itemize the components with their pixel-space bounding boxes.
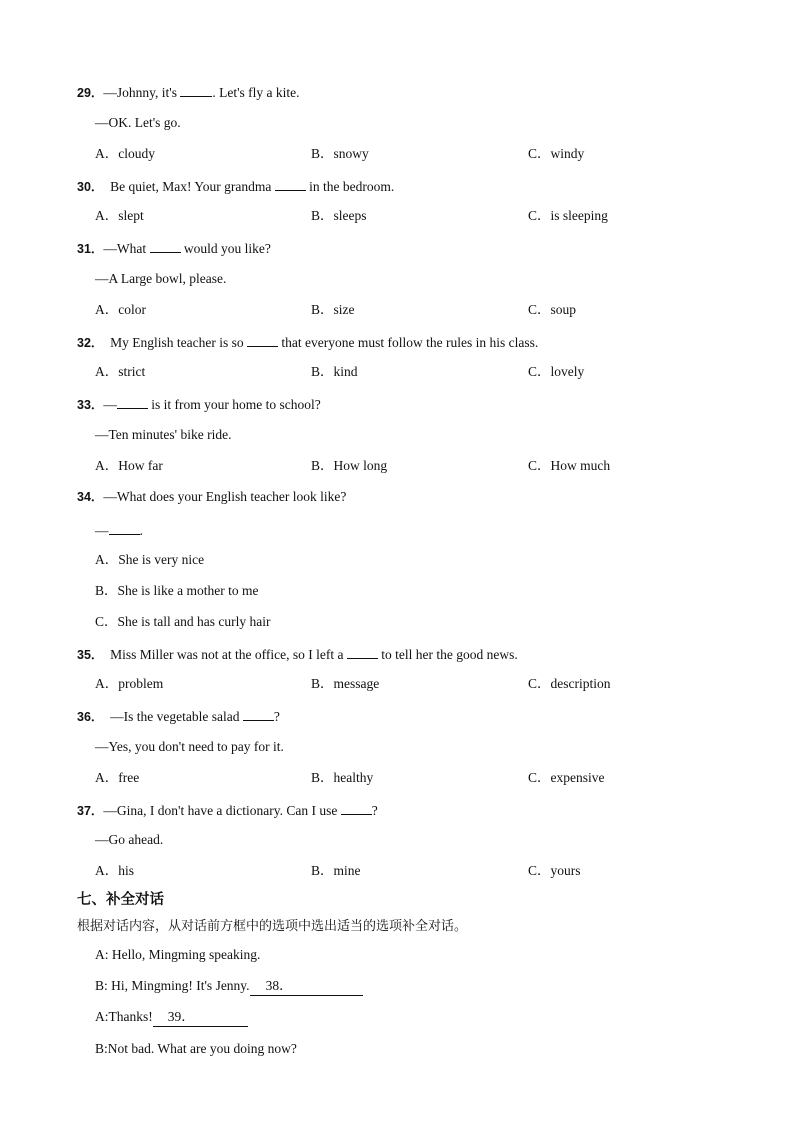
dialogue-line-2: [95, 977, 363, 996]
option-a[interactable]: A．his: [95, 863, 135, 878]
question-number: 37．: [77, 804, 104, 818]
option-b[interactable]: B．mine: [311, 863, 361, 878]
question-36-reply: —Yes, you don't need to pay for it.: [95, 739, 284, 754]
stem-text: —Is the vegetable salad: [103, 709, 243, 724]
option-b[interactable]: B．size: [311, 302, 355, 317]
stem-text: —What does your English teacher look like?: [103, 489, 347, 504]
question-31-stem: [77, 238, 271, 258]
option-a[interactable]: A．She is very nice: [95, 552, 205, 567]
option-a[interactable]: A．cloudy: [95, 146, 155, 161]
option-c[interactable]: C．yours: [528, 863, 581, 878]
stem-text: in the bedroom.: [305, 179, 395, 194]
question-29-stem: [77, 82, 300, 102]
stem-text: Miss Miller was not at the office, so I left a: [103, 647, 347, 662]
stem-text: would you like?: [180, 241, 271, 256]
option-b[interactable]: B．healthy: [311, 770, 374, 785]
option-b[interactable]: B．She is like a mother to me: [95, 583, 259, 598]
option-c[interactable]: C．lovely: [528, 364, 585, 379]
stem-text: —Gina, I don't have a dictionary. Can I use: [103, 803, 341, 818]
answer-blank[interactable]: [347, 644, 378, 659]
answer-blank[interactable]: [117, 394, 148, 409]
answer-blank[interactable]: [243, 706, 274, 721]
question-34-reply: [95, 520, 143, 540]
dialogue-blank-38[interactable]: 38．: [250, 977, 363, 996]
answer-blank[interactable]: [247, 332, 278, 347]
answer-blank[interactable]: [150, 238, 181, 253]
question-30-stem: [77, 176, 394, 196]
question-32-stem: [77, 332, 538, 352]
option-a[interactable]: A．slept: [95, 208, 144, 223]
option-c[interactable]: C．She is tall and has curly hair: [95, 614, 271, 629]
question-37-reply: —Go ahead.: [95, 832, 164, 847]
stem-text: ?: [371, 803, 378, 818]
answer-blank[interactable]: [341, 800, 372, 815]
question-33-stem: [77, 394, 321, 414]
dialogue-blank-39[interactable]: 39．: [153, 1008, 248, 1027]
question-number: 34．: [77, 490, 104, 504]
stem-text: is it from your home to school?: [147, 397, 321, 412]
option-b[interactable]: B．sleeps: [311, 208, 367, 223]
option-b[interactable]: B．kind: [311, 364, 358, 379]
stem-text: ?: [273, 709, 280, 724]
stem-text: that everyone must follow the rules in his class.: [278, 335, 539, 350]
section-heading: 七、补全对话: [77, 892, 164, 908]
option-b[interactable]: B．message: [311, 676, 380, 691]
section-instruction: 根据对话内容，从对话前方框中的选项中选出适当的选项补全对话。: [77, 919, 468, 934]
option-c[interactable]: C．windy: [528, 146, 585, 161]
stem-text: My English teacher is so: [103, 335, 248, 350]
option-a[interactable]: A．How far: [95, 458, 163, 473]
question-35-stem: [77, 644, 518, 664]
stem-text: Be quiet, Max! Your grandma: [103, 179, 275, 194]
question-number: 36．: [77, 710, 104, 724]
question-number: 29．: [77, 86, 104, 100]
question-number: 30．: [77, 180, 104, 194]
stem-text: —Johnny, it's: [103, 85, 181, 100]
option-c[interactable]: C．is sleeping: [528, 208, 608, 223]
option-c[interactable]: C．expensive: [528, 770, 605, 785]
question-37-stem: [77, 800, 378, 820]
answer-blank[interactable]: [180, 82, 212, 97]
option-b[interactable]: B．How long: [311, 458, 388, 473]
option-a[interactable]: A．color: [95, 302, 146, 317]
dialogue-text: A:Thanks!: [95, 1009, 153, 1024]
dialogue-line-4: B:Not bad. What are you doing now?: [95, 1041, 297, 1056]
stem-text: to tell her the good news.: [377, 647, 518, 662]
question-31-reply: —A Large bowl, please.: [95, 271, 227, 286]
period: .: [139, 523, 143, 538]
stem-text: . Let's fly a kite.: [212, 85, 300, 100]
option-a[interactable]: A．free: [95, 770, 140, 785]
option-a[interactable]: A．problem: [95, 676, 164, 691]
stem-text: —What: [103, 241, 150, 256]
option-c[interactable]: C．How much: [528, 458, 611, 473]
question-29-reply: —OK. Let's go.: [95, 115, 181, 130]
question-36-stem: [77, 706, 280, 726]
question-33-reply: —Ten minutes' bike ride.: [95, 427, 232, 442]
option-c[interactable]: C．description: [528, 676, 611, 691]
dialogue-text: B: Hi, Mingming! It's Jenny.: [95, 978, 250, 993]
question-34-stem: [77, 488, 346, 506]
dash: —: [95, 523, 109, 538]
option-a[interactable]: A．strict: [95, 364, 146, 379]
answer-blank[interactable]: [109, 520, 140, 535]
dialogue-line-1: A: Hello, Mingming speaking.: [95, 947, 261, 962]
option-b[interactable]: B．snowy: [311, 146, 369, 161]
stem-text: —: [103, 397, 117, 412]
question-number: 35．: [77, 648, 104, 662]
question-number: 33．: [77, 398, 104, 412]
question-number: 32．: [77, 336, 104, 350]
question-number: 31．: [77, 242, 104, 256]
option-c[interactable]: C．soup: [528, 302, 577, 317]
dialogue-line-3: [95, 1008, 248, 1027]
answer-blank[interactable]: [275, 176, 306, 191]
